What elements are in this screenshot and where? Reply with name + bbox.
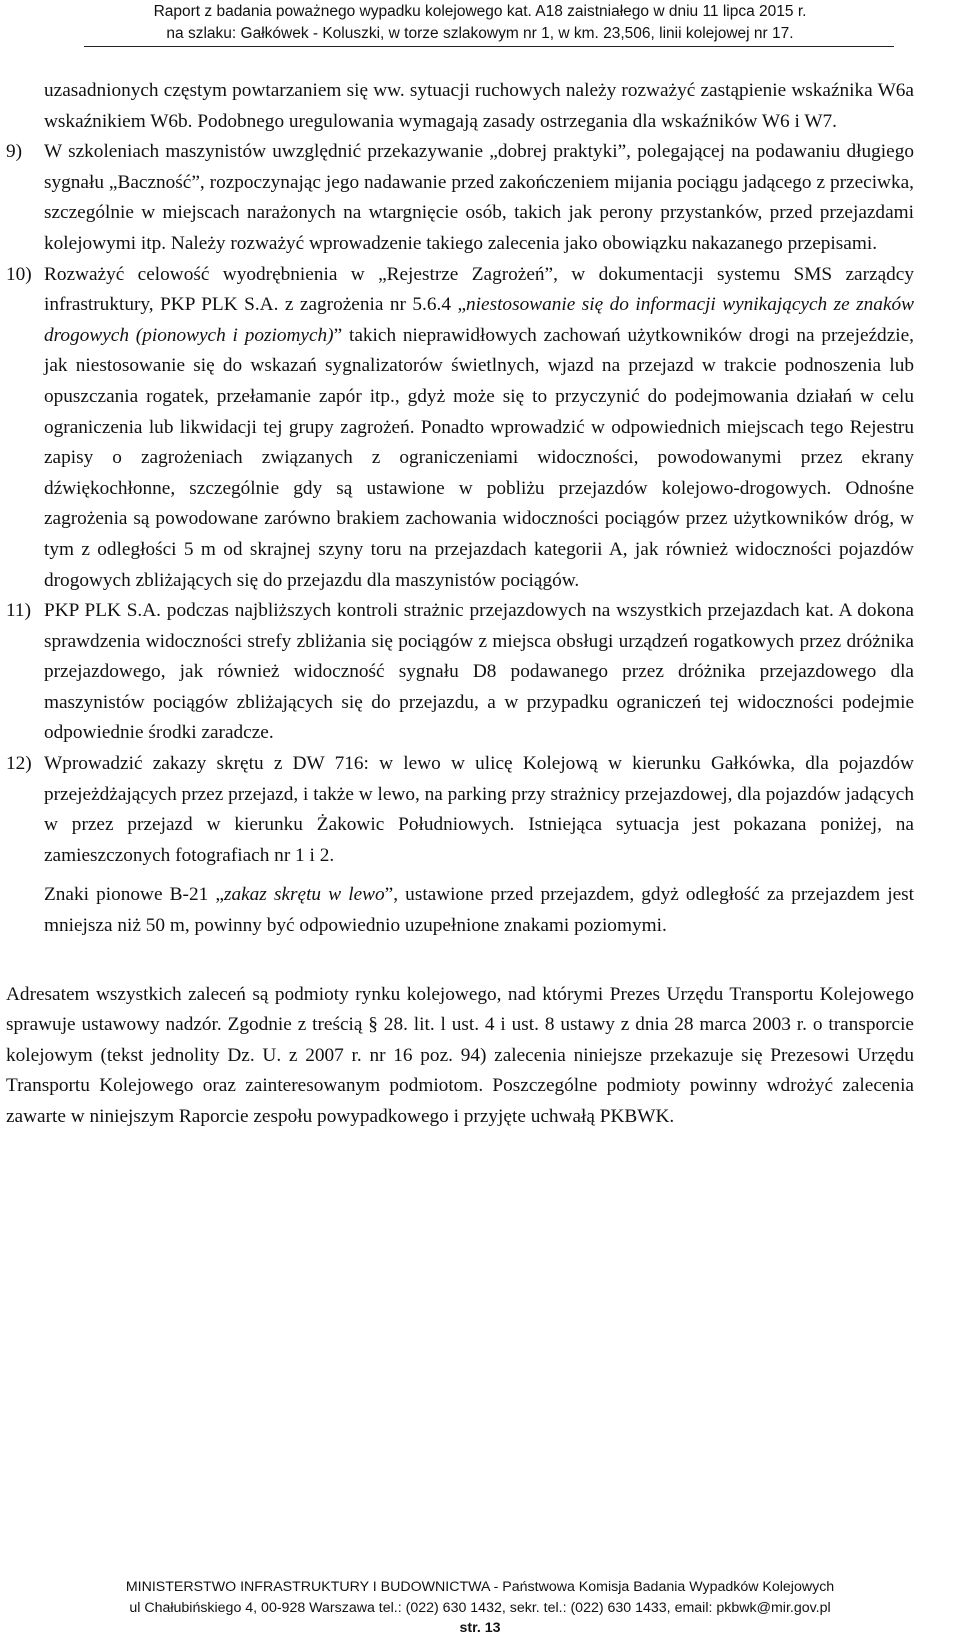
recommendation-quote: niestosowanie się do informacji wynikających ze znaków drogowych (pionowych i poziomych) bbox=[44, 294, 915, 346]
recommendation-12-signs bbox=[6, 880, 914, 941]
recommendation-11 bbox=[6, 596, 914, 749]
page-number: str. 13 bbox=[459, 1620, 501, 1636]
page-footer bbox=[0, 1577, 960, 1639]
recommendation-text: Rozważyć celowość wyodrębnienia w „Rejestrze Zagrożeń”, w dokumentacji systemu SMS zarządcy infrastruktury, PKP PLK S.A. z zagrożenia nr 5.6.4 „ bbox=[44, 263, 914, 316]
recommendation-8-continuation: uzasadnionych częstym powtarzaniem się ww. sytuacji ruchowych należy rozważyć zastąpienie wskaźnika W6a wskaźnikiem W6b. Podobnego uregulowania wymagają zasady ostrzegania dla wskaźników W6 i W7. bbox=[44, 80, 914, 132]
recommendation-text: Wprowadzić zakazy skrętu z DW 716: w lewo w ulicę Kolejową w kierunku Gałkówka, dla pojazdów przejeżdżających przez przejazd, i także w lewo, na parking przy strażnicy przejazdowej, dla pojazdów jadących w przez przejazd w kierunku Żakowic Południowych. Istniejąca sytuacja jest pokazana poniżej, na zamieszczonych fotografiach nr 1 i 2. bbox=[44, 753, 914, 866]
recommendation-text: W szkoleniach maszynistów uwzględnić przekazywanie „dobrej praktyki”, polegającej na podawaniu długiego sygnału „Baczność”, rozpoczynając jego nadawanie przed zakończeniem mijania pociągu jadącego z przeciwka, szczególnie w miejscach narażonych na wtargnięcie osób, takich jak perony przystanków, przed przejazdami kolejowymi itp. Należy rozważyć wprowadzenie takiego zalecenia jako obowiązku nakazanego przepisami. bbox=[44, 141, 914, 254]
signs-quote: zakaz skrętu w lewo bbox=[223, 884, 385, 906]
signs-text-continued: ”, ustawione przed przejazdem, gdyż odległość za przejazdem jest mniejsza niż 50 m, powinny być odpowiednio uzupełnione znakami poziomymi. bbox=[44, 884, 914, 937]
recommendation-9 bbox=[6, 137, 914, 259]
footer-institution: MINISTERSTWO INFRASTRUKTURY I BUDOWNICTWA - Państwowa Komisja Badania Wypadków Kolejowych bbox=[125, 1579, 835, 1595]
recommendation-number: 9) bbox=[6, 141, 23, 163]
recommendation-number: 10) bbox=[6, 263, 32, 285]
recommendation-number: 11) bbox=[6, 600, 31, 622]
recommendation-12 bbox=[6, 749, 914, 871]
recommendation-text: PKP PLK S.A. podczas najbliższych kontroli strażnic przejazdowych na wszystkich przejazdach kat. A dokona sprawdzenia widoczności strefy zbliżania się pociągów z miejsca obsługi urządzeń rogatkowych przez dróżnika przejazdowego, jak również widoczność sygnału D8 podawanego przez dróżnika przejazdowego dla maszynistów pociągów zbliżających się do przejazdu, a w przypadku ograniczeń tej widoczności podejmie odpowiednie środki zaradcze. bbox=[44, 600, 914, 744]
header-report-title: Raport z badania poważnego wypadku kolejowego kat. A18 zaistniałego w dniu 11 lipca 2015 r. bbox=[153, 3, 807, 20]
recommendation-10 bbox=[6, 260, 914, 597]
page-header bbox=[0, 0, 960, 45]
closing-paragraph: Adresatem wszystkich zaleceń są podmioty rynku kolejowego, nad którymi Prezes Urzędu Transportu Kolejowego sprawuje ustawowy nadzór. Zgodnie z treścią § 28. lit. l ust. 4 i ust. 8 ustawy z dnia 28 marca 2003 r. o transporcie kolejowym (tekst jednolity Dz. U. z 2007 r. nr 16 poz. 94) zalecenia niniejsze przekazuje się Prezesowi Urzędu Transportu Kolejowego oraz zainteresowanym podmiotom. Poszczególne podmioty powinny wdrożyć zalecenia zawarte w niniejszym Raporcie zespołu powypadkowego i przyjęte uchwałą PKBWK. bbox=[6, 983, 914, 1127]
recommendation-number: 12) bbox=[6, 753, 32, 775]
header-divider bbox=[84, 46, 894, 47]
document-body bbox=[6, 76, 914, 1133]
recommendation-text-continued: ” takich nieprawidłowych zachowań użytkowników drogi na przejeździe, jak niestosowanie się do wskazań sygnalizatorów świetlnych, wjazd na przejazd w trakcie podnoszenia lub opuszczania rogatek, przełamanie zapór itp., gdyż może się to przyczynić do podejmowania działań w celu ograniczenia lub likwidacji tej grupy zagrożeń. Ponadto wprowadzić w odpowiednich miejscach tego Rejestru zapisy o zagrożeniach związanych z ograniczeniami widoczności, powodowanymi przez ekrany dźwiękochłonne, szczególnie gdy są ustawione w pobliżu przejazdów kolejowo-drogowych. Odnośne zagrożenia są powodowane zarówno brakiem zachowania widoczności pociągów przez użytkowników dróg, w tym z odległości 5 m od skrajnej szyny toru na przejazdach kategorii A, jak również widoczności pojazdów drogowych zbliżających się do przejazdu dla maszynistów pociągów. bbox=[44, 324, 914, 591]
signs-text: Znaki pionowe B-21 „ bbox=[44, 884, 224, 906]
footer-contact: ul Chałubińskiego 4, 00-928 Warszawa tel.: (022) 630 1432, sekr. tel.: (022) 630 1433, email: pkbwk@mir.gov.pl bbox=[129, 1599, 831, 1616]
header-location: na szlaku: Gałkówek - Koluszki, w torze szlakowym nr 1, w km. 23,506, linii kolejowej nr 17. bbox=[166, 25, 794, 42]
